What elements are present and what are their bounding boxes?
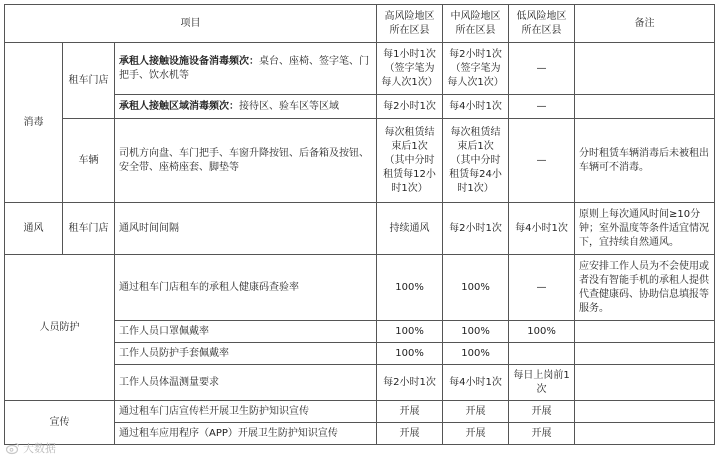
high-value: 100% — [377, 321, 443, 343]
category-publicity: 宣传 — [5, 401, 115, 445]
note-cell — [575, 401, 715, 423]
note-cell — [575, 343, 715, 365]
table-row — [5, 119, 715, 203]
sub-store: 租车门店 — [63, 203, 115, 255]
mid-value: 开展 — [443, 401, 509, 423]
item-cell: 工作人员防护手套佩戴率 — [115, 343, 377, 365]
category-protection: 人员防护 — [5, 255, 115, 401]
low-value: 100% — [509, 321, 575, 343]
high-value: 开展 — [377, 423, 443, 445]
high-value: 每次租赁结 束后1次 （其中分时 租赁每12小 时1次） — [377, 119, 443, 203]
category-ventilation: 通风 — [5, 203, 63, 255]
item-cell: 承租人接触设施设备消毒频次：桌台、座椅、签字笔、门把手、饮水机等 — [115, 43, 377, 95]
mid-value: 100% — [443, 343, 509, 365]
item-cell: 承租人接触区域消毒频次：接待区、验车区等区域 — [115, 95, 377, 119]
mid-value: 每4小时1次 — [443, 365, 509, 401]
mid-value: 每4小时1次 — [443, 95, 509, 119]
high-value: 每1小时1次 （签字笔为 每人次1次） — [377, 43, 443, 95]
table-row — [5, 203, 715, 255]
low-value: — — [509, 43, 575, 95]
note-cell: 分时租赁车辆消毒后未被租出车辆可不消毒。 — [575, 119, 715, 203]
low-value: 开展 — [509, 423, 575, 445]
watermark-text: 大数据 — [23, 442, 56, 455]
mid-value: 100% — [443, 321, 509, 343]
high-value: 100% — [377, 343, 443, 365]
item-cell: 通过租车门店租车的承租人健康码查验率 — [115, 255, 377, 321]
low-value: — — [509, 255, 575, 321]
item-cell: 司机方向盘、车门把手、车窗升降按钮、后备箱及按钮、安全带、座椅座套、脚垫等 — [115, 119, 377, 203]
note-cell — [575, 43, 715, 95]
table-row — [5, 43, 715, 95]
high-value: 每2小时1次 — [377, 95, 443, 119]
low-value: 每日上岗前1 次 — [509, 365, 575, 401]
item-cell: 工作人员口罩佩戴率 — [115, 321, 377, 343]
header-note: 备注 — [575, 5, 715, 43]
weibo-logo-icon — [6, 441, 20, 455]
watermark — [6, 440, 56, 456]
header-high-risk: 高风险地区 所在区县 — [377, 5, 443, 43]
header-mid-risk: 中风险地区 所在区县 — [443, 5, 509, 43]
high-value: 100% — [377, 255, 443, 321]
table-row — [5, 255, 715, 321]
header-item: 项目 — [5, 5, 377, 43]
item-cell: 通过租车应用程序（APP）开展卫生防护知识宣传 — [115, 423, 377, 445]
low-value: 每4小时1次 — [509, 203, 575, 255]
note-cell — [575, 321, 715, 343]
low-value: — — [509, 95, 575, 119]
category-disinfection: 消毒 — [5, 43, 63, 203]
table-row — [5, 401, 715, 423]
note-cell: 原则上每次通风时间≥10分钟；室外温度等条件适宜情况下，宜持续自然通风。 — [575, 203, 715, 255]
low-value — [509, 343, 575, 365]
mid-value: 每次租赁结 束后1次 （其中分时 租赁每24小 时1次） — [443, 119, 509, 203]
low-value: — — [509, 119, 575, 203]
sub-store: 租车门店 — [63, 43, 115, 119]
mid-value: 每2小时1次 — [443, 203, 509, 255]
header-low-risk: 低风险地区 所在区县 — [509, 5, 575, 43]
mid-value: 每2小时1次 （签字笔为 每人次1次） — [443, 43, 509, 95]
low-value: 开展 — [509, 401, 575, 423]
high-value: 持续通风 — [377, 203, 443, 255]
mid-value: 100% — [443, 255, 509, 321]
sub-vehicle: 车辆 — [63, 119, 115, 203]
note-cell — [575, 365, 715, 401]
header-row — [5, 5, 715, 43]
epidemic-measures-table — [4, 4, 715, 445]
item-cell: 通风时间间隔 — [115, 203, 377, 255]
high-value: 每2小时1次 — [377, 365, 443, 401]
mid-value: 开展 — [443, 423, 509, 445]
note-cell — [575, 95, 715, 119]
item-cell: 通过租车门店宣传栏开展卫生防护知识宣传 — [115, 401, 377, 423]
high-value: 开展 — [377, 401, 443, 423]
note-cell: 应安排工作人员为不会使用或者没有智能手机的承租人提供代查健康码、协助信息填报等服务。 — [575, 255, 715, 321]
note-cell — [575, 423, 715, 445]
item-cell: 工作人员体温测量要求 — [115, 365, 377, 401]
